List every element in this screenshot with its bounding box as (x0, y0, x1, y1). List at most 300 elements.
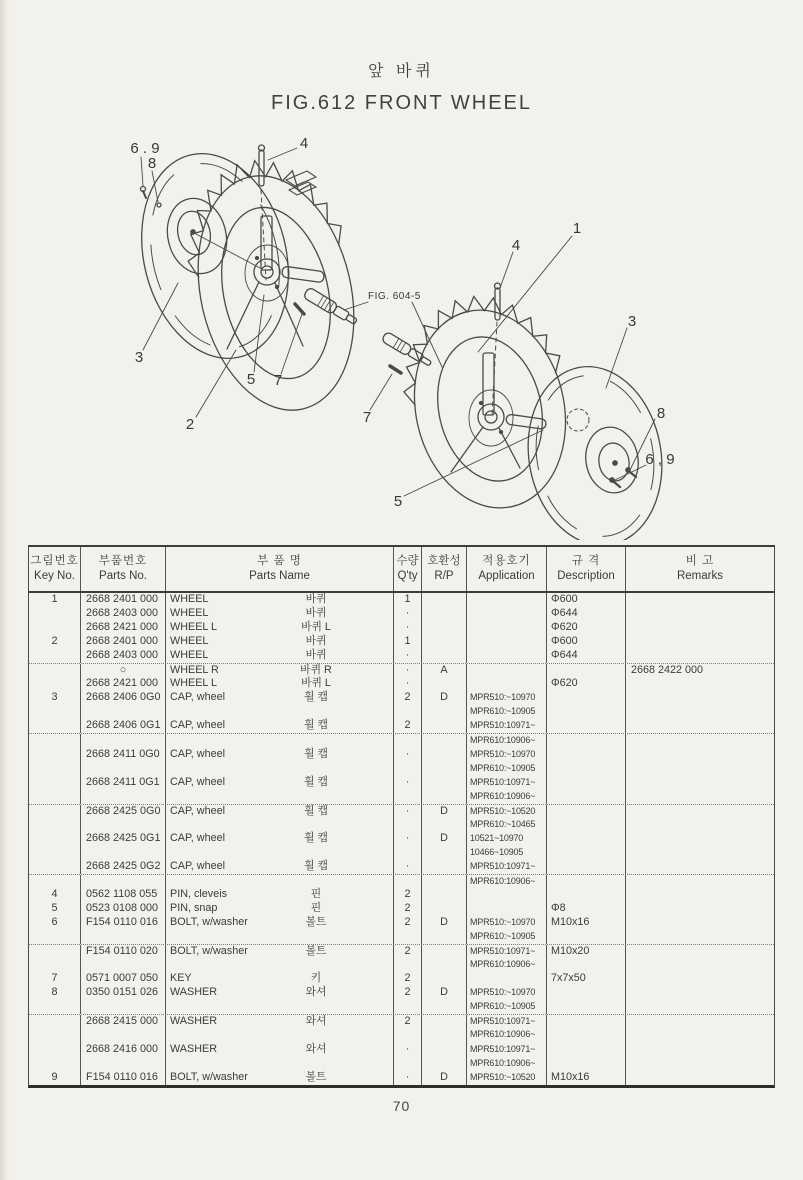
cell-description (547, 1000, 626, 1014)
cell-qty: · (394, 805, 422, 818)
cell-description (547, 719, 626, 733)
table-row (29, 691, 774, 705)
cell-qty: 2 (394, 1015, 422, 1028)
part-name-en: BOLT, w/washer (170, 945, 248, 958)
cell-rp (422, 902, 467, 916)
cell-rp (422, 1000, 467, 1014)
cell-rp (422, 790, 467, 804)
cell-application (467, 649, 547, 663)
cell-description (547, 734, 626, 747)
cell-key-no: 3 (29, 691, 81, 705)
cell-qty: 2 (394, 902, 422, 916)
cell-parts-no: 2668 2403 000 (81, 607, 166, 621)
cell-parts-name (166, 945, 394, 958)
cell-qty (394, 958, 422, 972)
table-row (29, 635, 774, 649)
cell-rp: D (422, 916, 467, 930)
cell-key-no (29, 860, 81, 874)
cell-key-no (29, 875, 81, 888)
part-name-kr: 볼트 (305, 1070, 327, 1083)
cell-rp: D (422, 805, 467, 818)
cell-remarks (626, 916, 774, 930)
cell-remarks (626, 762, 774, 776)
cell-qty: · (394, 621, 422, 635)
cell-parts-name (166, 748, 394, 762)
cell-remarks (626, 986, 774, 1000)
cell-application: 10466~10905 (467, 846, 547, 860)
table-row (29, 719, 774, 733)
cell-key-no (29, 664, 81, 677)
cell-key-no (29, 621, 81, 635)
table-row (29, 1043, 774, 1057)
cell-qty: · (394, 677, 422, 691)
cell-qty: 1 (394, 635, 422, 649)
part-name-kr: 휠 캡 (304, 691, 328, 704)
cell-description (547, 846, 626, 860)
cell-rp (422, 762, 467, 776)
part-name-kr: 와셔 (305, 986, 327, 999)
part-name-en: CAP, wheel (170, 831, 226, 844)
callout-8-left: 8 (147, 155, 157, 172)
cell-application (467, 607, 547, 621)
table-row (29, 818, 774, 832)
table-row (29, 860, 774, 874)
table-row (29, 1028, 774, 1042)
part-name-kr: 휠 캡 (304, 859, 328, 872)
part-name-en: WHEEL R (170, 664, 219, 677)
table-row (29, 776, 774, 790)
table-row (29, 607, 774, 621)
cell-remarks (626, 649, 774, 663)
cell-description: Φ620 (547, 677, 626, 691)
cell-remarks (626, 790, 774, 804)
cell-qty (394, 1057, 422, 1071)
cell-parts-name (166, 1043, 394, 1057)
part-name-kr: 바퀴 L (301, 677, 331, 690)
part-name-en: PIN, snap (170, 902, 218, 915)
cell-remarks (626, 607, 774, 621)
cell-remarks (626, 930, 774, 944)
cell-rp (422, 621, 467, 635)
cell-qty: 2 (394, 888, 422, 902)
cell-application: MPR510:~10520 (467, 1071, 547, 1085)
cell-rp (422, 677, 467, 691)
cell-description (547, 705, 626, 719)
cell-application: MPR510:~10970 (467, 986, 547, 1000)
part-name-kr: 휠 캡 (304, 804, 328, 817)
cell-rp (422, 860, 467, 874)
table-row (29, 1000, 774, 1014)
cell-description (547, 1043, 626, 1057)
part-name-en: WASHER (170, 1015, 217, 1028)
front-wheel-exploded-diagram (0, 120, 803, 540)
part-name-kr: 바퀴 R (300, 664, 332, 677)
cell-key-no (29, 1057, 81, 1071)
cell-description (547, 1028, 626, 1042)
cell-description: M10x16 (547, 1071, 626, 1085)
part-name-kr: 바퀴 (305, 635, 327, 648)
cell-qty: 2 (394, 945, 422, 958)
cell-qty (394, 846, 422, 860)
cell-application: MPR610:~10905 (467, 762, 547, 776)
cell-description (547, 1057, 626, 1071)
parts-table (28, 545, 775, 1088)
part-name-en: WHEEL (170, 649, 209, 662)
cell-key-no (29, 762, 81, 776)
cell-application (467, 677, 547, 691)
cell-parts-name (166, 776, 394, 790)
part-name-kr: 바퀴 L (301, 621, 331, 634)
table-row (29, 930, 774, 944)
part-name-kr: 볼트 (305, 945, 327, 958)
cell-application: MPR610:~10465 (467, 818, 547, 832)
cell-parts-name (166, 846, 394, 860)
cell-rp (422, 607, 467, 621)
part-name-kr: 와셔 (305, 1015, 327, 1028)
cell-qty: · (394, 649, 422, 663)
header-application: 적용호기 Application (467, 547, 547, 591)
cell-parts-no: 2668 2411 0G1 (81, 776, 166, 790)
cell-parts-name (166, 986, 394, 1000)
cell-remarks (626, 1000, 774, 1014)
cell-remarks (626, 832, 774, 846)
cell-qty: 2 (394, 916, 422, 930)
cell-remarks (626, 691, 774, 705)
page-title-korean: 앞 바퀴 (368, 63, 435, 80)
cell-key-no (29, 958, 81, 972)
cell-description (547, 958, 626, 972)
cell-description (547, 664, 626, 677)
part-name-en: CAP, wheel (170, 747, 226, 760)
cell-parts-name (166, 677, 394, 691)
page-title: FIG.612 FRONT WHEEL (270, 92, 532, 114)
cell-description (547, 790, 626, 804)
cell-key-no (29, 1028, 81, 1042)
cell-parts-no: 2668 2401 000 (81, 593, 166, 607)
cell-remarks (626, 945, 774, 958)
cell-rp (422, 635, 467, 649)
cell-parts-no: F154 0110 016 (81, 916, 166, 930)
cell-parts-no: 2668 2425 0G0 (81, 805, 166, 818)
cell-key-no (29, 945, 81, 958)
cell-parts-name (166, 1071, 394, 1085)
cell-parts-no: 0350 0151 026 (81, 986, 166, 1000)
cell-key-no (29, 1000, 81, 1014)
table-row (29, 705, 774, 719)
table-row (29, 832, 774, 846)
callout-5-right: 5 (393, 493, 403, 510)
cell-parts-no: F154 0110 020 (81, 945, 166, 958)
cell-parts-no (81, 1000, 166, 1014)
cell-parts-no: 2668 2403 000 (81, 649, 166, 663)
cell-description (547, 805, 626, 818)
cell-description (547, 691, 626, 705)
cell-rp (422, 1057, 467, 1071)
cell-application: MPR510:~10970 (467, 916, 547, 930)
callout-4-left: 4 (299, 135, 309, 152)
cell-remarks (626, 902, 774, 916)
part-name-en: WHEEL L (170, 677, 217, 690)
cell-rp (422, 1015, 467, 1028)
cell-qty (394, 734, 422, 747)
cell-description: Φ600 (547, 593, 626, 607)
cell-parts-no: 0523 0108 000 (81, 902, 166, 916)
part-name-en: BOLT, w/washer (170, 1070, 248, 1083)
table-row (29, 958, 774, 972)
cell-application: MPR610:~10905 (467, 1000, 547, 1014)
part-name-kr: 키 (310, 972, 322, 985)
part-name-kr: 와셔 (305, 1042, 327, 1055)
table-row (29, 944, 774, 958)
cell-application: MPR610:10906~ (467, 1028, 547, 1042)
cell-parts-no: 2668 2406 0G1 (81, 719, 166, 733)
cell-remarks (626, 1015, 774, 1028)
table-row (29, 677, 774, 691)
cell-key-no (29, 719, 81, 733)
cross-pin-2 (390, 366, 401, 373)
fig-604-5-reference: FIG. 604-5 (368, 291, 421, 302)
cell-remarks (626, 621, 774, 635)
cell-rp (422, 818, 467, 832)
cell-description (547, 930, 626, 944)
cell-qty: 2 (394, 986, 422, 1000)
cell-application (467, 664, 547, 677)
cell-rp (422, 1028, 467, 1042)
cell-key-no (29, 818, 81, 832)
cell-remarks (626, 705, 774, 719)
cell-remarks (626, 846, 774, 860)
cell-parts-no: 2668 2411 0G0 (81, 748, 166, 762)
cell-parts-no: ○ (81, 664, 166, 677)
callout-1: 1 (572, 220, 582, 237)
cell-parts-no (81, 930, 166, 944)
cell-application: MPR510:10971~ (467, 719, 547, 733)
cell-qty (394, 762, 422, 776)
cell-rp (422, 649, 467, 663)
callout-8-right: 8 (656, 405, 666, 422)
cell-application (467, 635, 547, 649)
cell-key-no (29, 734, 81, 747)
table-row (29, 748, 774, 762)
part-name-en: WASHER (170, 1042, 217, 1055)
cell-parts-name (166, 1000, 394, 1014)
callout-7-middle: 7 (362, 409, 372, 426)
cell-application (467, 888, 547, 902)
cell-rp (422, 593, 467, 607)
cell-rp (422, 972, 467, 986)
table-header-row (29, 547, 774, 593)
cell-rp (422, 719, 467, 733)
cell-application: MPR610:10906~ (467, 790, 547, 804)
cell-application: MPR610:10906~ (467, 1057, 547, 1071)
cell-parts-name (166, 930, 394, 944)
cell-remarks (626, 875, 774, 888)
cell-parts-no (81, 846, 166, 860)
cell-description (547, 818, 626, 832)
cell-description: 7x7x50 (547, 972, 626, 986)
cell-application (467, 902, 547, 916)
cell-qty: · (394, 748, 422, 762)
table-row (29, 986, 774, 1000)
cell-rp: D (422, 832, 467, 846)
cell-parts-name (166, 875, 394, 888)
cell-application: MPR510:10971~ (467, 945, 547, 958)
cell-key-no: 7 (29, 972, 81, 986)
cell-remarks (626, 748, 774, 762)
table-row (29, 762, 774, 776)
part-name-en: WHEEL (170, 593, 209, 605)
callout-3-right: 3 (627, 313, 637, 330)
cell-remarks (626, 719, 774, 733)
callout-5-left: 5 (246, 371, 256, 388)
table-row (29, 916, 774, 930)
cell-remarks (626, 1071, 774, 1085)
table-row (29, 902, 774, 916)
cell-parts-no: 2668 2425 0G2 (81, 860, 166, 874)
cell-description (547, 748, 626, 762)
cell-parts-no (81, 958, 166, 972)
part-name-en: CAP, wheel (170, 775, 226, 788)
part-name-en: WASHER (170, 986, 217, 999)
cell-parts-no: 0571 0007 050 (81, 972, 166, 986)
callout-3-left: 3 (134, 349, 144, 366)
cell-key-no (29, 832, 81, 846)
cell-parts-name (166, 762, 394, 776)
cell-description: Φ8 (547, 902, 626, 916)
table-row (29, 888, 774, 902)
cell-qty: · (394, 1043, 422, 1057)
cell-parts-no: 2668 2421 000 (81, 621, 166, 635)
cell-parts-name (166, 649, 394, 663)
cell-application: MPR610:10906~ (467, 958, 547, 972)
cell-parts-name (166, 705, 394, 719)
cell-parts-name (166, 805, 394, 818)
cell-description (547, 1015, 626, 1028)
cell-remarks (626, 1057, 774, 1071)
cell-qty: · (394, 607, 422, 621)
header-key-no: 그림번호 Key No. (29, 547, 81, 591)
cell-key-no: 5 (29, 902, 81, 916)
cell-parts-name (166, 593, 394, 607)
cell-parts-no (81, 1057, 166, 1071)
cell-remarks (626, 888, 774, 902)
cell-parts-name (166, 972, 394, 986)
cell-description (547, 888, 626, 902)
cell-qty (394, 705, 422, 719)
cell-description: M10x20 (547, 945, 626, 958)
cell-parts-name (166, 719, 394, 733)
callout-7-left: 7 (273, 372, 283, 389)
part-name-en: WHEEL L (170, 621, 217, 634)
cell-remarks (626, 818, 774, 832)
cell-parts-no: 2668 2416 000 (81, 1043, 166, 1057)
left-disc-wheel (121, 138, 316, 374)
cell-application: MPR510:~10970 (467, 748, 547, 762)
cell-application: MPR610:~10905 (467, 705, 547, 719)
table-row (29, 1014, 774, 1028)
cell-rp (422, 846, 467, 860)
cell-rp: D (422, 1071, 467, 1085)
cell-description (547, 860, 626, 874)
callout-4-right: 4 (511, 237, 521, 254)
cell-rp (422, 1043, 467, 1057)
part-name-kr: 휠 캡 (304, 719, 328, 732)
cell-qty: 2 (394, 719, 422, 733)
cell-application: MPR510:10971~ (467, 1015, 547, 1028)
cell-parts-name (166, 691, 394, 705)
cell-parts-name (166, 832, 394, 846)
table-row (29, 804, 774, 818)
cell-rp: A (422, 664, 467, 677)
cell-qty: 2 (394, 691, 422, 705)
cell-key-no (29, 776, 81, 790)
table-row (29, 621, 774, 635)
cell-qty (394, 818, 422, 832)
cell-qty (394, 790, 422, 804)
cell-qty: · (394, 860, 422, 874)
cell-rp: D (422, 986, 467, 1000)
cell-application: MPR610:10906~ (467, 734, 547, 747)
part-name-en: CAP, wheel (170, 804, 226, 817)
cell-parts-name (166, 916, 394, 930)
cell-application: MPR510:10971~ (467, 860, 547, 874)
cell-description: Φ620 (547, 621, 626, 635)
part-name-kr: 휠 캡 (304, 747, 328, 760)
callout-6-9-left: 6 . 9 (130, 140, 160, 157)
cell-application (467, 593, 547, 607)
part-name-kr: 바퀴 (305, 607, 327, 620)
table-row (29, 593, 774, 607)
cell-parts-name (166, 958, 394, 972)
table-row (29, 663, 774, 677)
cross-pin-1 (295, 304, 304, 314)
cell-rp (422, 875, 467, 888)
cell-parts-no (81, 762, 166, 776)
cell-key-no: 1 (29, 593, 81, 607)
cell-qty: · (394, 1071, 422, 1085)
cell-description (547, 776, 626, 790)
cell-remarks (626, 1043, 774, 1057)
table-body (29, 593, 774, 1085)
cell-parts-name (166, 664, 394, 677)
part-name-en: CAP, wheel (170, 719, 226, 732)
cell-remarks (626, 635, 774, 649)
cell-description: Φ644 (547, 649, 626, 663)
cell-key-no (29, 649, 81, 663)
table-row (29, 874, 774, 888)
part-name-en: CAP, wheel (170, 691, 226, 704)
cell-parts-name (166, 818, 394, 832)
table-row (29, 733, 774, 747)
cell-qty (394, 1000, 422, 1014)
cell-remarks (626, 677, 774, 691)
cell-qty (394, 875, 422, 888)
cell-parts-no: 2668 2406 0G0 (81, 691, 166, 705)
cell-key-no (29, 846, 81, 860)
cell-key-no (29, 1043, 81, 1057)
cell-key-no (29, 607, 81, 621)
cell-parts-name (166, 607, 394, 621)
cell-key-no (29, 1015, 81, 1028)
cell-key-no (29, 677, 81, 691)
table-row (29, 846, 774, 860)
cell-rp (422, 930, 467, 944)
cell-parts-no (81, 875, 166, 888)
cell-rp (422, 734, 467, 747)
cell-parts-name (166, 1015, 394, 1028)
cell-remarks (626, 734, 774, 747)
cell-rp (422, 945, 467, 958)
